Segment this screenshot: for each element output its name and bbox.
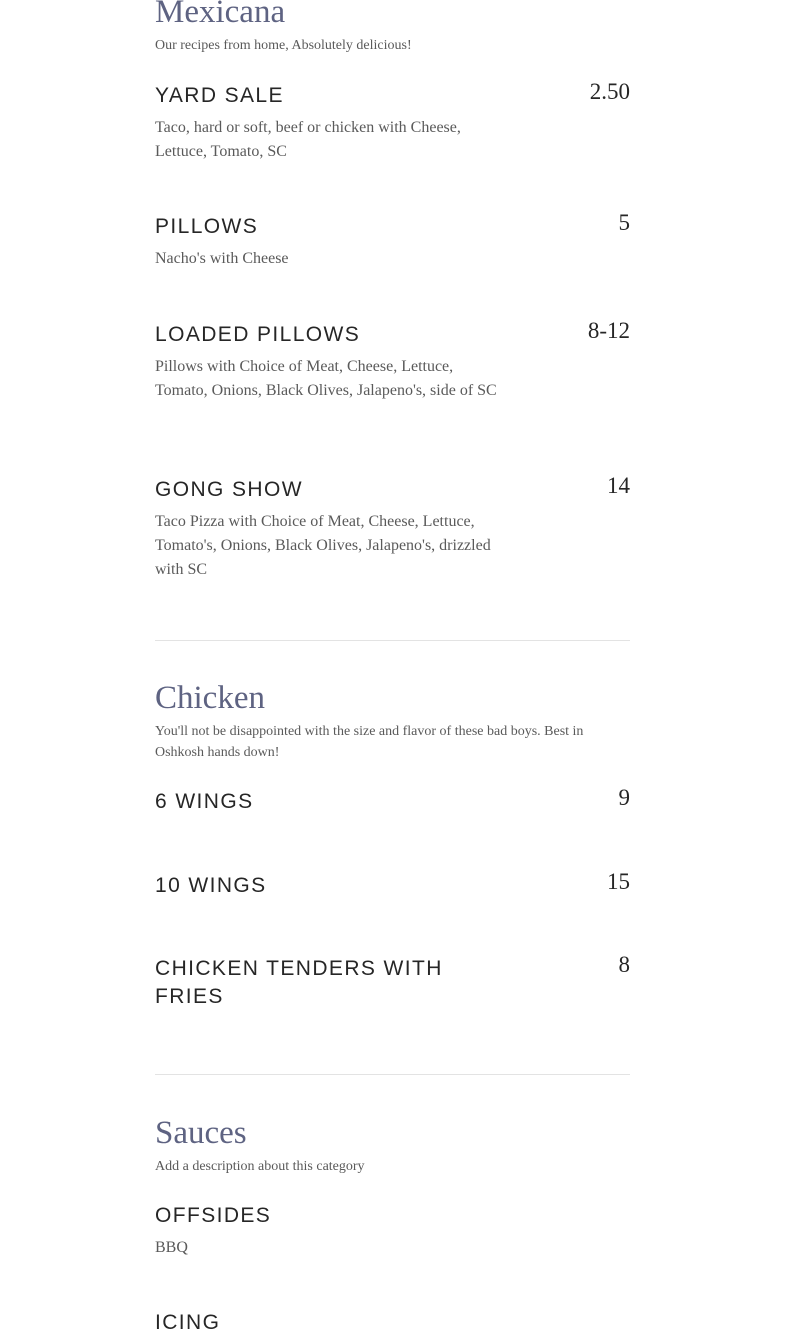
item-name: LOADED PILLOWS: [155, 323, 361, 346]
item-price: 15: [607, 869, 630, 894]
category-title: Chicken: [155, 680, 265, 716]
menu-item-gong-show[interactable]: [155, 473, 630, 582]
item-name: CHICKEN TENDERS WITH FRIES: [155, 957, 443, 1008]
category-sauces: [155, 1115, 630, 1177]
category-title: Sauces: [155, 1115, 247, 1151]
item-description: Pillows with Choice of Meat, Cheese, Lettuce, Tomato, Onions, Black Olives, Jalapeno's, side of SC: [155, 358, 497, 399]
item-name: 10 WINGS: [155, 874, 267, 897]
section-divider: [155, 1074, 630, 1075]
menu-item-10-wings[interactable]: [155, 869, 630, 900]
item-description: Taco, hard or soft, beef or chicken with Cheese, Lettuce, Tomato, SC: [155, 119, 461, 160]
item-price: 14: [607, 473, 630, 498]
menu-item-offsides[interactable]: [155, 1202, 630, 1260]
category-mexicana: [155, 0, 630, 56]
menu-item-icing[interactable]: [155, 1309, 630, 1337]
item-price: 8-12: [587, 318, 630, 343]
category-chicken: [155, 680, 630, 763]
item-price: 5: [618, 210, 630, 235]
menu-item-chicken-tenders[interactable]: [155, 952, 630, 1011]
item-description: Nacho's with Cheese: [155, 250, 289, 267]
item-name: YARD SALE: [155, 84, 284, 107]
menu-item-6-wings[interactable]: [155, 785, 630, 816]
item-price: 8: [618, 952, 630, 977]
item-price: 2.50: [589, 79, 630, 104]
menu-item-yard-sale[interactable]: [155, 79, 630, 164]
section-divider: [155, 640, 630, 641]
menu-item-pillows[interactable]: [155, 210, 630, 271]
category-description: You'll not be disappointed with the size and flavor of these bad boys. Best in Oshkosh hands down!: [155, 724, 584, 760]
menu-item-loaded-pillows[interactable]: [155, 318, 630, 403]
item-name: ICING: [155, 1311, 221, 1334]
category-description: Our recipes from home, Absolutely delicious!: [155, 38, 412, 53]
item-name: OFFSIDES: [155, 1204, 272, 1227]
item-name: 6 WINGS: [155, 790, 254, 813]
item-description: BBQ: [155, 1239, 188, 1256]
item-name: GONG SHOW: [155, 478, 303, 501]
category-description: Add a description about this category: [155, 1159, 365, 1174]
item-description: Taco Pizza with Choice of Meat, Cheese, Lettuce, Tomato's, Onions, Black Olives, Jalapeno's, drizzled with SC: [155, 513, 491, 578]
item-price: 9: [618, 785, 630, 810]
category-title: Mexicana: [155, 0, 286, 30]
item-name: PILLOWS: [155, 215, 259, 238]
